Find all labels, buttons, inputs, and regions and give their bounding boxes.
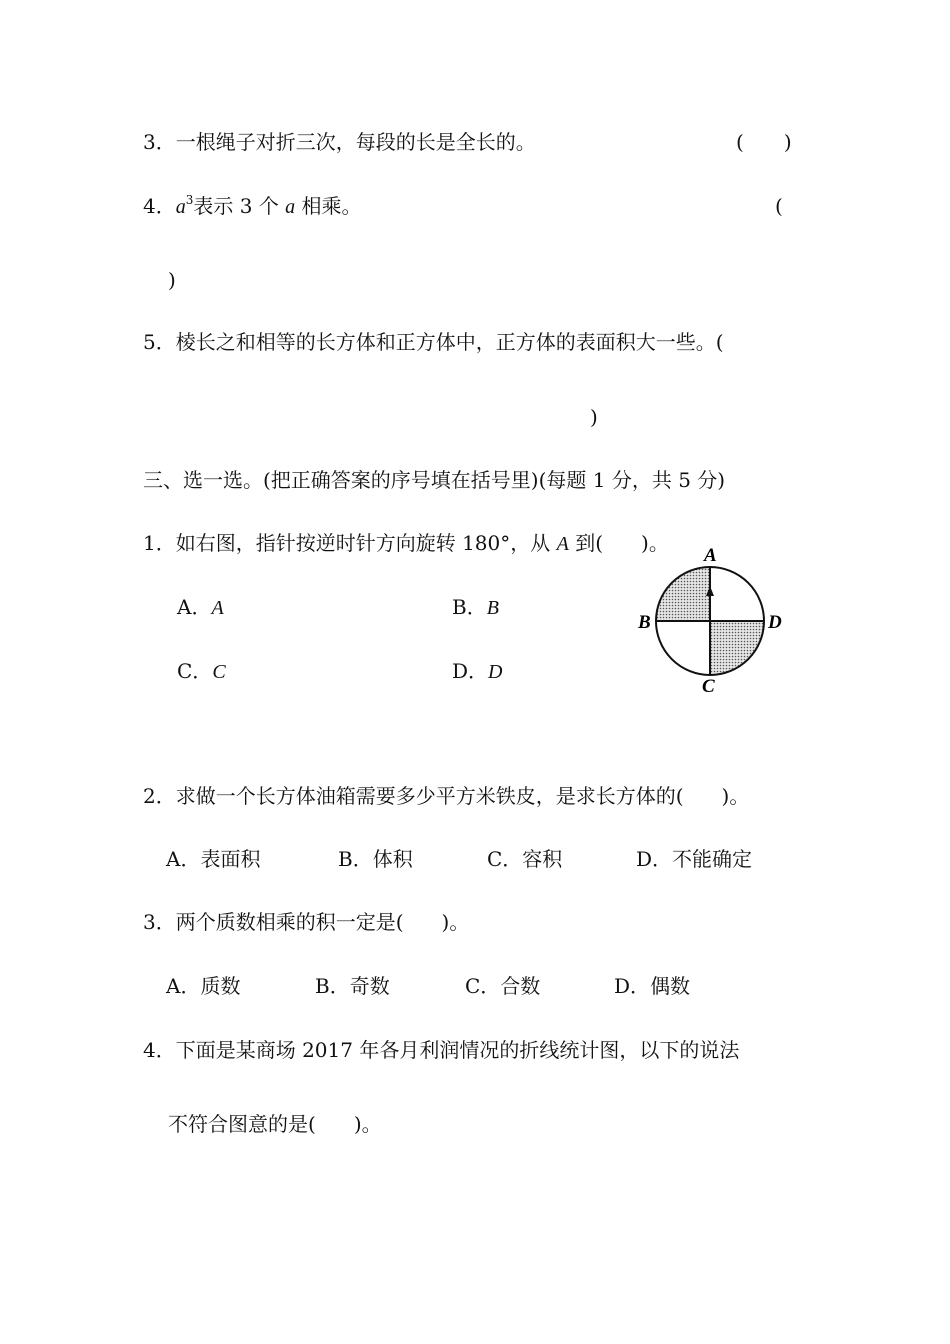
mc-question-4-line2: 不符合图意的是( )。 [168,1112,382,1136]
tf-q3-text: 3．一根绳子对折三次，每段的长是全长的。 [143,130,536,154]
q2-option-c[interactable]: C．容积 [487,847,563,871]
label-left: B [638,612,651,633]
q3-option-b[interactable]: B．奇数 [315,974,390,998]
q2-option-a[interactable]: A．表面积 [166,847,261,871]
q1-option-b[interactable]: B．B [452,595,499,619]
tf-q5-bracket-close[interactable]: ) [590,405,598,429]
q1-option-c[interactable]: C．C [177,659,226,683]
tf-question-4: 4．$a^3$表示 3 个 a 相乘。 [143,193,362,218]
tf-q4-bracket-close[interactable]: ) [168,268,176,292]
tf-q4-bracket-open[interactable]: ( [775,194,783,218]
q1-option-d[interactable]: D．D [452,659,503,683]
mc-question-4-line1: 4．下面是某商场 2017 年各月利润情况的折线统计图，以下的说法 [143,1038,740,1062]
label-bottom: C [702,676,715,697]
q2-option-d[interactable]: D．不能确定 [636,847,753,871]
label-right: D [768,612,782,633]
mc-question-2: 2．求做一个长方体油箱需要多少平方米铁皮，是求长方体的( )。 [143,784,750,808]
q3-option-d[interactable]: D．偶数 [614,974,691,998]
exponent: 3 [185,193,194,207]
q1-option-a[interactable]: A．A [177,595,224,619]
q2-option-b[interactable]: B．体积 [338,847,413,871]
rotation-dial-figure [632,538,802,703]
label-top: A [704,545,717,566]
tf-q3-answer-bracket[interactable]: ( ) [736,130,792,154]
mc-question-1: 1．如右图，指针按逆时针方向旋转 180°，从 A 到( )。 [143,531,669,555]
variable-a: a [175,196,186,218]
mc-question-3: 3．两个质数相乘的积一定是( )。 [143,910,470,934]
tf-question-3 [143,128,536,156]
tf-question-5: 5．棱长之和相等的长方体和正方体中，正方体的表面积大一些。( [143,330,724,354]
q3-option-c[interactable]: C．合数 [465,974,541,998]
section-3-heading: 三、选一选。(把正确答案的序号填在括号里)(每题 1 分，共 5 分) [143,468,726,492]
q3-option-a[interactable]: A．质数 [166,974,241,998]
